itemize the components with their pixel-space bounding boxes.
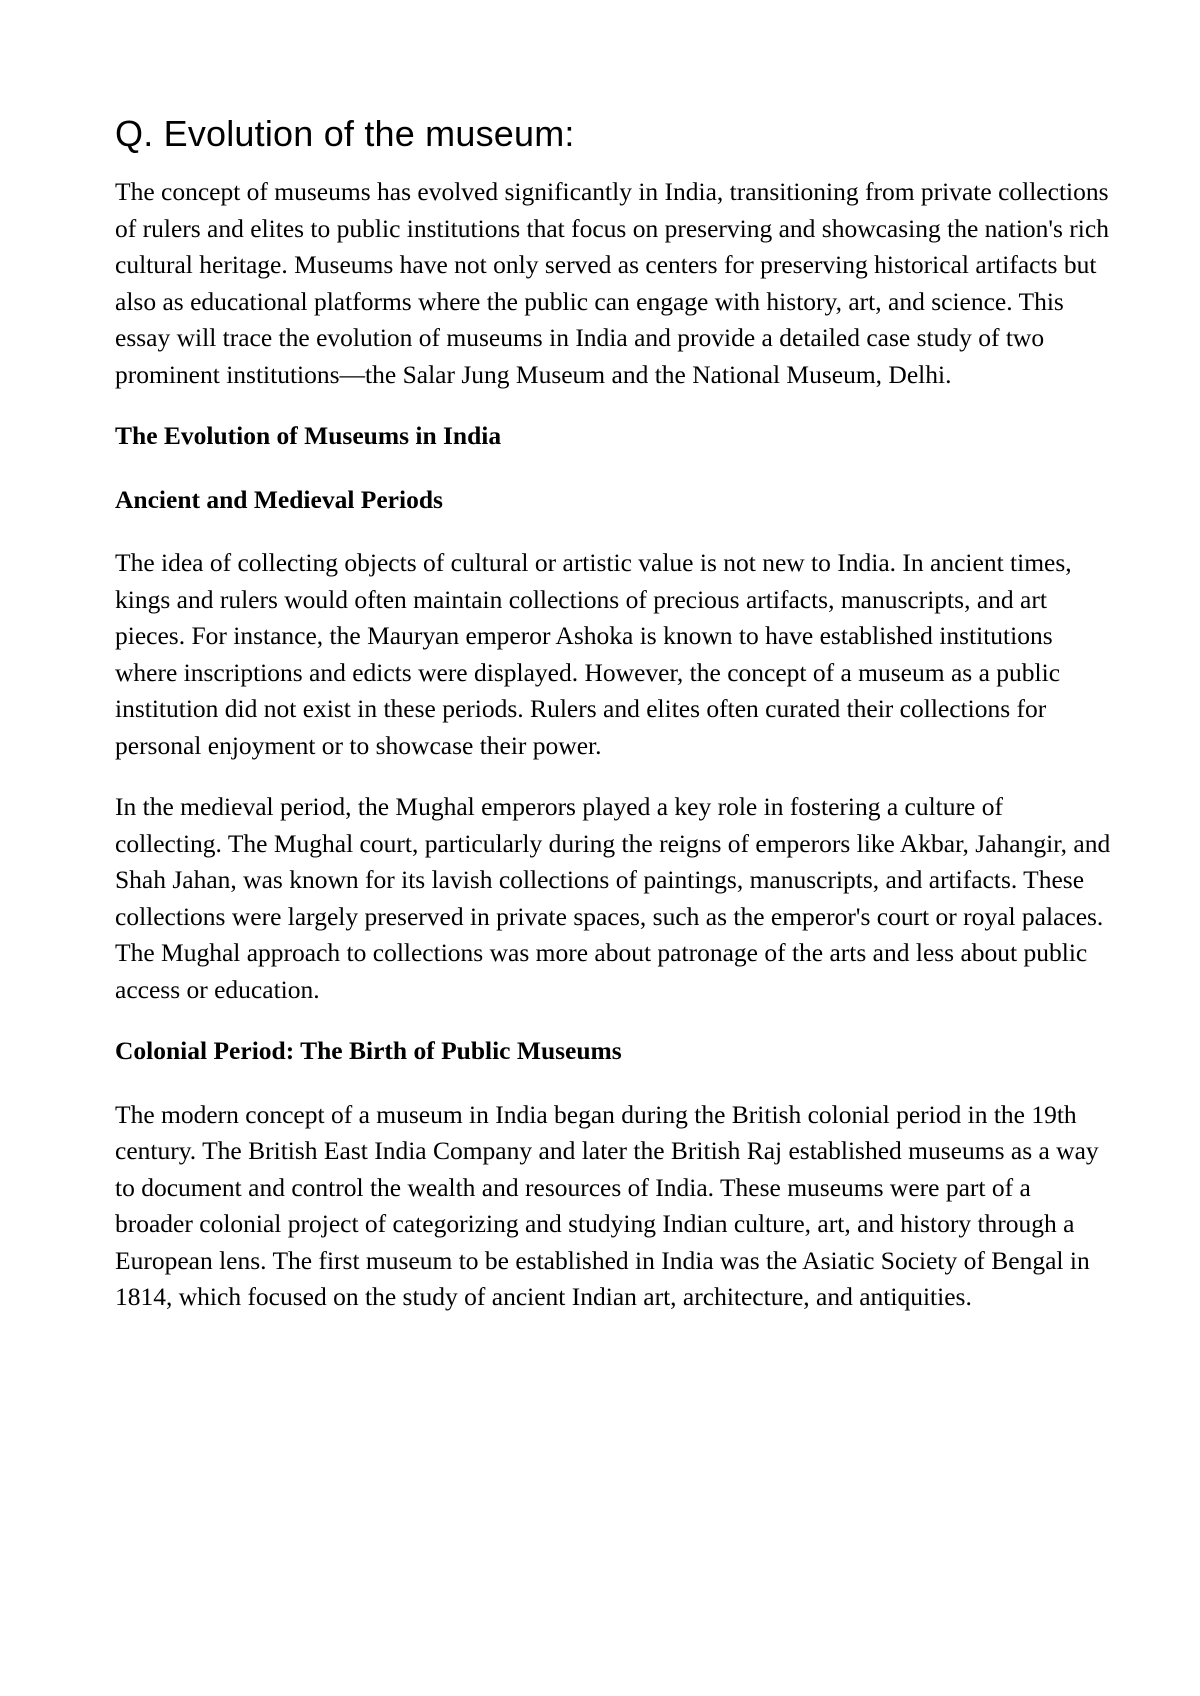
colonial-paragraph-1: The modern concept of a museum in India began during the British colonial period in the 19th century. The British East India Company and later the British Raj established museums as a way to document and control the wealth and resources of India. These museums were part of a broader colonial project of categorizing and studying Indian culture, art, and history through a European lens. The first museum to be established in India was the Asiatic Society of Bengal in 1814, which focused on the study of ancient Indian art, architecture, and antiquities. [115, 1099, 1099, 1311]
colonial-heading: Colonial Period: The Birth of Public Museums [115, 1036, 622, 1065]
document-body [115, 112, 1115, 1341]
ancient-paragraph-1: The idea of collecting objects of cultural or artistic value is not new to India. In ancient times, kings and rulers would often maintain collections of precious artifacts, manuscripts, and art pieces. For instance, the Mauryan emperor Ashoka is known to have established institutions where inscriptions and edicts were displayed. However, the concept of a museum as a public institution did not exist in these periods. Rulers and elites often curated their collections for personal enjoyment or to showcase their power. [115, 548, 1072, 760]
document-title: Q. Evolution of the museum: [115, 113, 575, 154]
ancient-heading: Ancient and Medieval Periods [115, 484, 443, 514]
intro-paragraph: The concept of museums has evolved significantly in India, transitioning from private collections of rulers and elites to public institutions that focus on preserving and showcasing the nation's rich cultural heritage. Museums have not only served as centers for preserving historical artifacts but also as educational platforms where the public can engage with history, art, and science. This essay will trace the evolution of museums in India and provide a detailed case study of two prominent institutions—the Salar Jung Museum and the National Museum, Delhi. [115, 177, 1109, 389]
section-heading: The Evolution of Museums in India [115, 421, 502, 450]
ancient-paragraph-2: In the medieval period, the Mughal emperors played a key role in fostering a culture of collecting. The Mughal court, particularly during the reigns of emperors like Akbar, Jahangir, and Shah Jahan, was known for its lavish collections of paintings, manuscripts, and artifacts. These collections were largely preserved in private spaces, such as the emperor's court or royal palaces. The Mughal approach to collections was more about patronage of the arts and less about public access or education. [115, 792, 1111, 1004]
